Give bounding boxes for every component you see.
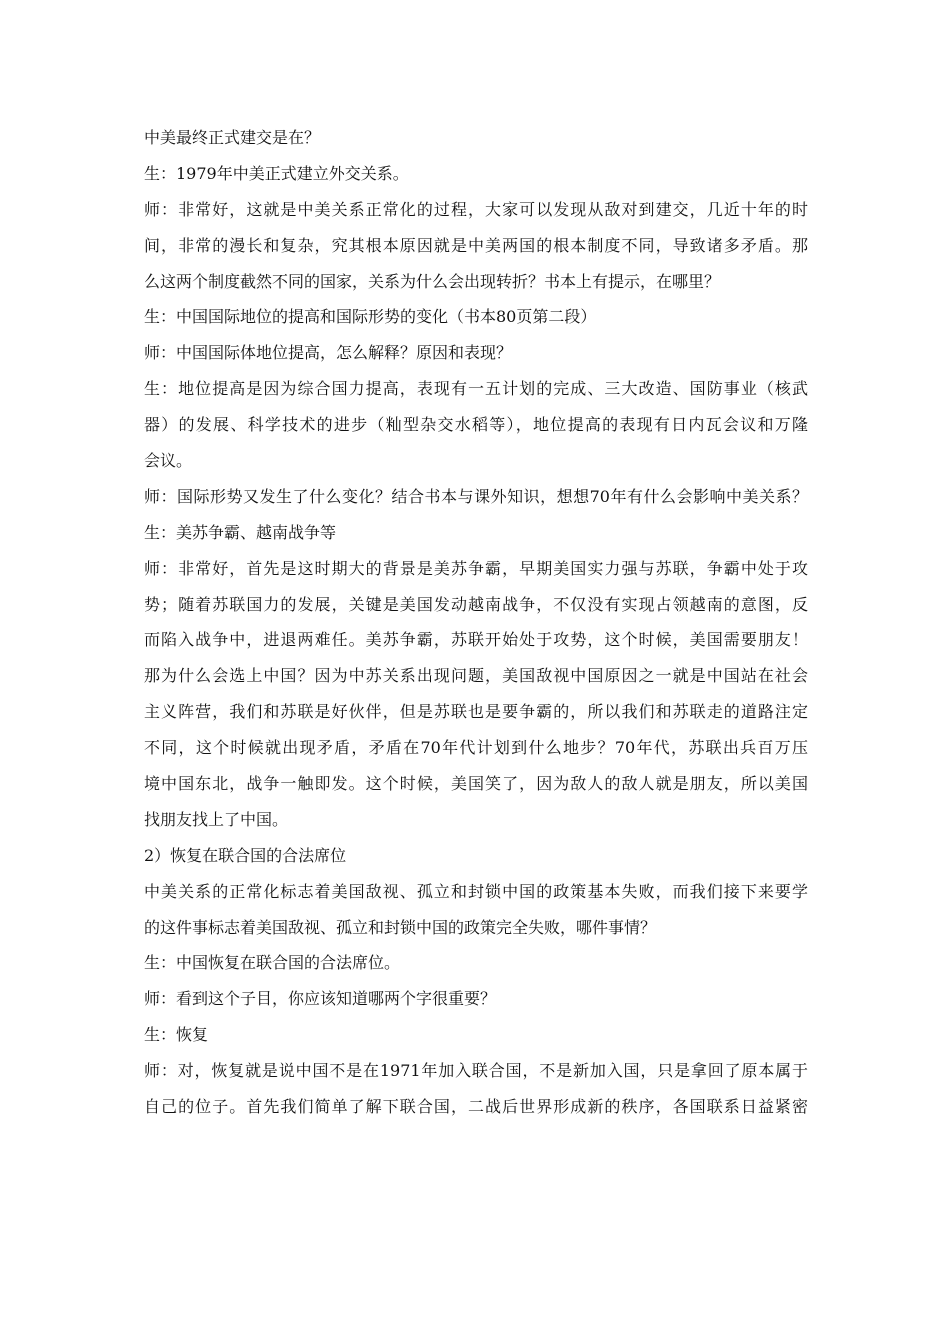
text-line: 师：中国国际体地位提高，怎么解释？原因和表现？ (144, 343, 513, 363)
text-line: 不同，这个时候就出现矛盾，矛盾在70年代计划到什么地步？70年代，苏联出兵百万压 (144, 738, 808, 758)
text-line: 会议。 (144, 451, 193, 471)
text-line: 中美最终正式建交是在？ (144, 128, 321, 147)
text-line: 生：中国恢复在联合国的合法席位。 (144, 953, 401, 973)
text-line: 中美关系的正常化标志着美国敌视、孤立和封锁中国的政策基本失败，而我们接下来要学 (144, 881, 808, 901)
text-line: 境中国东北，战争一触即发。这个时候，美国笑了，因为敌人的敌人就是朋友，所以美国 (144, 774, 808, 794)
text-line: 2）恢复在联合国的合法席位 (144, 845, 347, 865)
text-line: 生：1979年中美正式建立外交关系。 (144, 163, 409, 183)
text-line: 生：中国国际地位的提高和国际形势的变化（书本80页第二段） (144, 307, 597, 327)
text-line: 主义阵营，我们和苏联是好伙伴，但是苏联也是要争霸的，所以我们和苏联走的道路注定 (144, 702, 808, 722)
text-line: 么这两个制度截然不同的国家，关系为什么会出现转折？书本上有提示，在哪里？ (144, 271, 721, 291)
text-line: 师：对，恢复就是说中国不是在1971年加入联合国，不是新加入国，只是拿回了原本属于 (144, 1061, 808, 1081)
text-line: 生：美苏争霸、越南战争等 (144, 522, 337, 542)
text-line: 间，非常的漫长和复杂，究其根本原因就是中美两国的根本制度不同，导致诸多矛盾。那 (144, 235, 808, 255)
text-line: 而陷入战争中，进退两难任。美苏争霸，苏联开始处于攻势，这个时候，美国需要朋友！ (144, 630, 808, 650)
text-line: 的这件事标志着美国敌视、孤立和封锁中国的政策完全失败，哪件事情？ (144, 917, 657, 937)
document-body (144, 120, 808, 1125)
text-line: 师：非常好，首先是这时期大的背景是美苏争霸，早期美国实力强与苏联，争霸中处于攻 (144, 558, 808, 578)
text-line: 那为什么会选上中国？因为中苏关系出现问题，美国敌视中国原因之一就是中国站在社会 (144, 666, 808, 686)
text-line: 生：恢复 (144, 1025, 209, 1045)
text-line: 器）的发展、科学技术的进步（籼型杂交水稻等），地位提高的表现有日内瓦会议和万隆 (144, 415, 808, 435)
text-line: 自己的位子。首先我们简单了解下联合国，二战后世界形成新的秩序，各国联系日益紧密 (144, 1097, 808, 1117)
text-line: 势；随着苏联国力的发展，关键是美国发动越南战争，不仅没有实现占领越南的意图，反 (144, 594, 808, 614)
text-line: 师：非常好，这就是中美关系正常化的过程，大家可以发现从敌对到建交，几近十年的时 (144, 199, 808, 219)
text-line: 生：地位提高是因为综合国力提高，表现有一五计划的完成、三大改造、国防事业（核武 (144, 379, 808, 399)
text-line: 师：国际形势又发生了什么变化？结合书本与课外知识，想想70年有什么会影响中美关系？ (144, 486, 808, 506)
text-line: 找朋友找上了中国。 (144, 809, 289, 829)
text-line: 师：看到这个子目，你应该知道哪两个字很重要？ (144, 989, 497, 1009)
